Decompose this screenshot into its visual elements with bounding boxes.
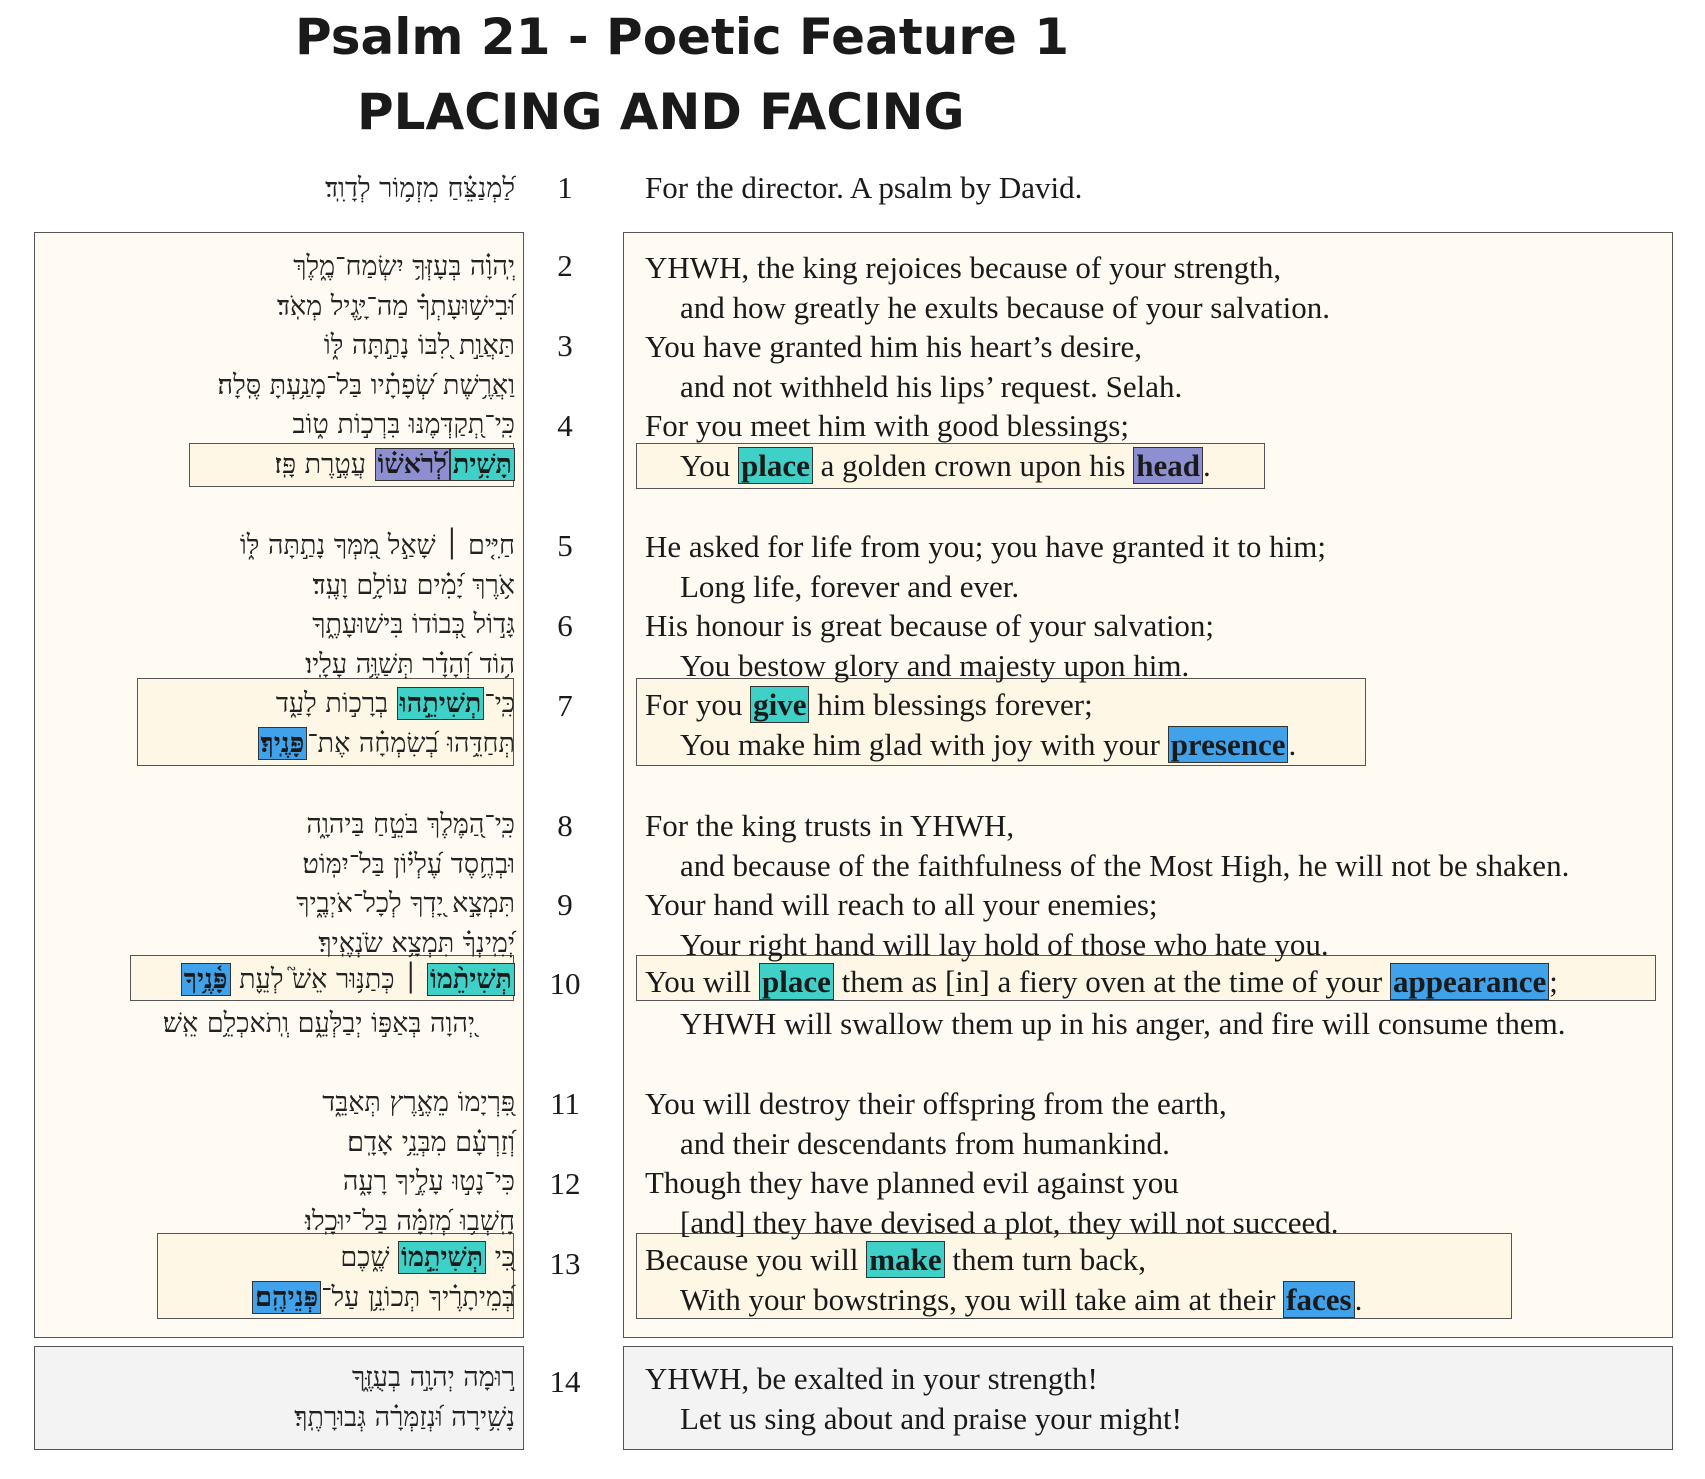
english-line: For the director. A psalm by David.: [645, 170, 1083, 205]
english-line: and how greatly he exults because of your salvation.: [680, 290, 1330, 325]
page-title: Psalm 21 - Poetic Feature 1: [295, 8, 1070, 66]
hebrew-make-word: תְּשִׁיתֵ֣מוֹ: [398, 1241, 486, 1274]
english-line: and their descendants from humankind.: [680, 1126, 1170, 1161]
verse-number: 1: [557, 170, 573, 205]
english-line: Though they have planned evil against you: [645, 1165, 1179, 1200]
hebrew-line: יְ֭הוָה בְּאַפּ֣וֹ יְבַלְּעֵ֑ם וְֽתֹאכְלֵ֥ם אֵֽשׁ׃: [162, 1008, 475, 1039]
verse-number: 8: [557, 808, 573, 843]
verse-number: 9: [557, 887, 573, 922]
english-line-highlighted: For you give him blessings forever;: [645, 687, 1093, 722]
appearance-word: appearance: [1390, 963, 1549, 1000]
hebrew-line: וּ֝בִישׁ֥וּעָתְךָ֗ מַה־יָּ֥גֶיל מְאֹֽד׃: [277, 291, 515, 322]
english-line: For the king trusts in YHWH,: [645, 808, 1015, 843]
hebrew-line: תַּאֲוַ֣ת לִ֭בּוֹ נָתַ֣תָּה לּ֑וֹ: [323, 330, 515, 361]
english-line: YHWH will swallow them up in his anger, and fire will consume them.: [680, 1006, 1566, 1041]
english-line: You have granted him his heart’s desire,: [645, 329, 1143, 364]
hebrew-line: לַ֝מְנַצֵּ֗חַ מִזְמ֥וֹר לְדָוִֽד׃: [325, 173, 515, 204]
english-line: He asked for life from you; you have granted it to him;: [645, 529, 1326, 564]
hebrew-line-highlighted: כִּֽי־תְשִׁיתֵ֣הוּ בְרָכ֣וֹת לָעַ֑ד: [275, 688, 515, 719]
hebrew-line-highlighted: כִּ֭י תְּשִׁיתֵ֣מוֹ שֶׁ֑כֶם: [340, 1242, 515, 1273]
hebrew-head-word: לְ֝רֹאשׁ֗וֹ: [375, 448, 450, 481]
hebrew-presence-word: פָּנֶֽיךָ׃: [258, 727, 308, 760]
hebrew-line: גָּד֣וֹל כְּ֭בוֹדוֹ בִּישׁוּעָתֶ֑ךָ: [312, 609, 515, 640]
english-line: For you meet him with good blessings;: [645, 408, 1129, 443]
english-line-highlighted: With your bowstrings, you will take aim at their faces.: [680, 1282, 1363, 1317]
head-word: head: [1133, 447, 1203, 484]
english-line-highlighted: You make him glad with joy with your presence.: [680, 727, 1297, 762]
english-line: Long life, forever and ever.: [680, 569, 1020, 604]
verse-number: 10: [549, 966, 581, 1001]
hebrew-line: חָֽשְׁב֥וּ מְ֝זִמָּ֗ה בַּל־יוּכָֽלוּ׃: [305, 1206, 515, 1237]
verse-number: 14: [549, 1364, 581, 1399]
english-line-highlighted: Because you will make them turn back,: [645, 1242, 1147, 1277]
english-line: His honour is great because of your salvation;: [645, 608, 1215, 643]
verse-number: 11: [550, 1086, 580, 1121]
hebrew-line: פִּ֭רְיָמוֹ מֵאֶ֣רֶץ תְּאַבֵּ֑ד: [322, 1087, 515, 1118]
hebrew-faces-word: פְּנֵיהֶֽם׃: [252, 1281, 321, 1314]
hebrew-line: וַאֲרֶ֥שֶׁת שְׂ֝פָתָ֗יו בַּל־מָנַ֥עְתָּ סֶּֽלָה׃: [217, 370, 515, 401]
verse-number: 2: [557, 248, 573, 283]
hebrew-line-highlighted: תְּחַדֵּ֥הוּ בְ֝שִׂמְחָ֗ה אֶת־פָּנֶֽיךָ׃: [258, 725, 516, 763]
english-line: Your hand will reach to all your enemies;: [645, 887, 1158, 922]
hebrew-appearance-word: פָּ֫נֶ֥יךָ: [181, 963, 231, 996]
hebrew-line: כִּֽי־תְ֭קַדְּמֶנּוּ בִּרְכ֣וֹת ט֑וֹב: [292, 409, 515, 440]
hebrew-place-word: תְּשִׁיתֵ֨מוֹ: [427, 963, 515, 996]
verse-number: 6: [557, 608, 573, 643]
faces-word: faces: [1283, 1281, 1354, 1318]
hebrew-line: כִּי־נָט֣וּ עָלֶ֣יךָ רָעָ֑ה: [342, 1166, 515, 1197]
hebrew-line: ה֥וֹד וְ֝הָדָ֗ר תְּשַׁוֶּ֥ה עָלָֽיו׃: [305, 649, 515, 680]
hebrew-line-highlighted: תְּשִׁיתֵ֨מוֹ ׀ כְּתַנּ֥וּר אֵשׁ֮ לְעֵ֪ת פָּ֫נֶ֥יךָ: [181, 961, 515, 999]
hebrew-line-highlighted: תָּשִׁ֥יתלְ֝רֹאשׁ֗וֹ עֲטֶ֣רֶת פָּֽז׃: [274, 446, 515, 484]
hebrew-give-word: תְשִׁיתֵ֣הוּ: [397, 687, 485, 720]
place-word: place: [759, 963, 834, 1000]
page-subtitle: PLACING AND FACING: [357, 83, 965, 141]
english-line: and not withheld his lips’ request. Selah.: [680, 369, 1183, 404]
english-line-highlighted: You place a golden crown upon his head.: [680, 448, 1211, 483]
verse-number: 4: [557, 408, 573, 443]
english-line: You will destroy their offspring from the earth,: [645, 1086, 1227, 1121]
verse-number: 5: [557, 528, 573, 563]
presence-word: presence: [1168, 726, 1289, 763]
hebrew-line: כִּֽי־הַ֭מֶּלֶךְ בֹּטֵ֣חַ בַּיהוָ֑ה: [306, 809, 515, 840]
verse-number: 3: [557, 328, 573, 363]
hebrew-line: נָשִׁ֥ירָה וּ֝נְזַמְּרָ֗ה גְּבוּרָתֶֽךָ׃: [294, 1402, 515, 1433]
english-line: YHWH, be exalted in your strength!: [645, 1361, 1098, 1396]
hebrew-line-highlighted: בְּ֝מֵיתָרֶ֗יךָ תְּכוֹנֵ֥ן עַל־פְּנֵיהֶֽם׃: [252, 1279, 515, 1317]
give-word: give: [750, 686, 809, 723]
hebrew-line: יְ֝מִֽינְךָ֗ תִּמְצָ֥א שֹׂנְאֶֽיךָ׃: [318, 928, 515, 959]
english-line: [and] they have devised a plot, they will not succeed.: [680, 1205, 1339, 1240]
verse-number: 7: [557, 688, 573, 723]
english-line: You bestow glory and majesty upon him.: [680, 648, 1190, 683]
hebrew-line: וְ֝זַרְעָ֗ם מִבְּנֵ֥י אָדָֽם׃: [347, 1127, 515, 1158]
english-line: Your right hand will lay hold of those who hate you.: [680, 927, 1329, 962]
hebrew-line: אֹ֥רֶךְ יָ֝מִ֗ים עוֹלָ֥ם וָעֶֽד׃: [312, 570, 515, 601]
hebrew-line: יְֽהוָ֗ה בְּעָזְּךָ֥ יִשְׂמַח־מֶ֑לֶךְ: [293, 251, 515, 282]
english-line: Let us sing about and praise your might!: [680, 1401, 1182, 1436]
verse-number: 12: [549, 1166, 581, 1201]
hebrew-line: וּבְחֶ֥סֶד עֶ֝לְי֗וֹן בַּל־יִמּֽוֹט׃: [302, 849, 515, 880]
english-line: YHWH, the king rejoices because of your strength,: [645, 250, 1282, 285]
verse-number: 13: [549, 1246, 581, 1281]
hebrew-line: חַיִּ֤ים ׀ שָׁאַ֣ל מִ֭מְּךָ נָתַ֣תָּה לּ֑וֹ: [239, 530, 515, 561]
make-word: make: [866, 1241, 944, 1278]
hebrew-place-word: תָּשִׁ֥ית: [450, 448, 515, 481]
hebrew-line: ר֣וּמָה יְהוָ֣ה בְעֻזֶּ֑ךָ: [351, 1362, 515, 1393]
english-line-highlighted: You will place them as [in] a fiery oven at the time of your appearance;: [645, 964, 1558, 999]
english-line: and because of the faithfulness of the Most High, he will not be shaken.: [680, 848, 1570, 883]
place-word: place: [738, 447, 813, 484]
hebrew-line: תִּמְצָ֣א יָ֭דְךָ לְכָל־אֹיְבֶ֑יךָ: [296, 888, 515, 919]
